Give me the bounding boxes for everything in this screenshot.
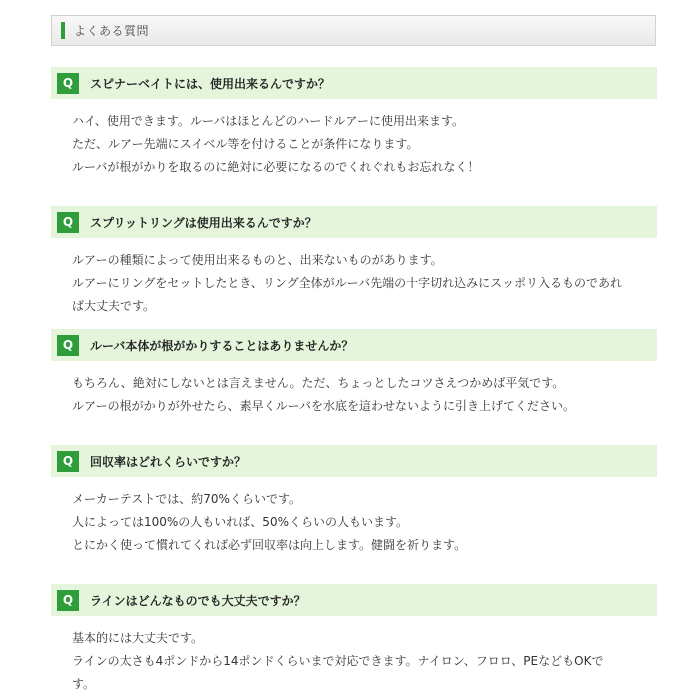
faq-item [51,206,657,318]
answer-line: ルアーにリングをセットしたとき、リング全体がルーバ先端の十字切れ込みにスッポリ入るものであれ [72,276,622,290]
answer-text [72,249,657,318]
answer-line: ラインの太さも4ポンドから14ポンドくらいまで対応できます。ナイロン、フロロ、PEなどもOKで [72,654,604,668]
question-text: スピナーベイトには、使用出来るんですか？ [90,76,331,91]
question-bar [51,445,657,477]
answer-text [72,110,657,179]
answer-line: ルーバが根がかりを取るのに絶対に必要になるのでくれぐれもお忘れなく！ [72,160,480,174]
question-bar [51,67,657,99]
answer-text [72,627,657,696]
question-bar [51,329,657,361]
question-text: ルーバ本体が根がかりすることはありませんか？ [90,338,354,353]
faq-item [51,584,657,696]
answer-line: ルアーの種類によって使用出来るものと、出来ないものがあります。 [72,253,443,267]
answer-text [72,372,657,418]
answer-text [72,488,657,557]
q-badge-icon: Q [57,335,79,356]
q-badge-icon: Q [57,212,79,233]
section-title: よくある質問 [74,24,150,38]
answer-line: メーカーテストでは、約70%くらいです。 [72,492,301,506]
header-accent-bar [61,22,65,39]
answer-line: ば大丈夫です。 [72,299,156,313]
faq-item [51,445,657,557]
answer-line: もちろん、絶対にしないとは言えません。ただ、ちょっとしたコツさえつかめば平気です。 [72,376,565,390]
question-text: 回収率はどれくらいですか？ [90,454,247,469]
answer-line: ルアーの根がかりが外せたら、素早くルーバを水底を這わせないように引き上げてください。 [72,399,576,413]
answer-line: ただ、ルアー先端にスイベル等を付けることが条件になります。 [72,137,419,151]
faq-item [51,329,657,418]
q-badge-icon: Q [57,590,79,611]
faq-section-header [51,15,656,46]
question-bar [51,206,657,238]
question-text: ラインはどんなものでも大丈夫ですか？ [90,593,306,608]
q-badge-icon: Q [57,73,79,94]
answer-line: とにかく使って慣れてくれば必ず回収率は向上します。健闘を祈ります。 [72,538,467,552]
question-text: スプリットリングは使用出来るんですか？ [90,215,317,230]
q-badge-icon: Q [57,451,79,472]
faq-item [51,67,657,179]
answer-line: す。 [72,677,96,691]
answer-line: ハイ、使用できます。ルーバはほとんどのハードルアーに使用出来ます。 [72,114,465,128]
answer-line: 人によっては100%の人もいれば、50%くらいの人もいます。 [72,515,409,529]
question-bar [51,584,657,616]
answer-line: 基本的には大丈夫です。 [72,631,204,645]
